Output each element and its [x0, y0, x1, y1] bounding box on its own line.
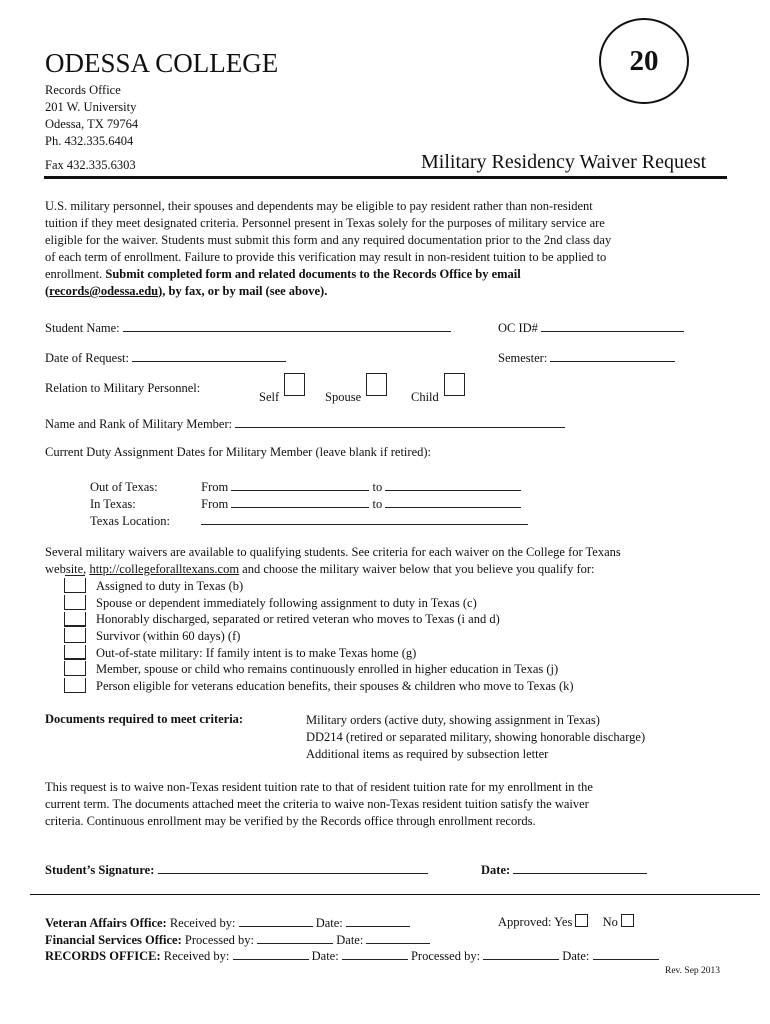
statement-line: criteria. Continuous enrollment may be verified by the Records office through enrollment records.: [45, 814, 536, 828]
out-of-texas-from-field[interactable]: [231, 478, 369, 491]
documents-label: Documents required to meet criteria:: [45, 712, 244, 726]
waiver-option: Person eligible for veterans education benefits, their spouses & children who move to Texas (k): [96, 679, 574, 693]
name-rank-field[interactable]: [235, 415, 565, 428]
relation-spouse-label: Spouse: [325, 390, 362, 404]
in-texas-from-label: From: [201, 497, 229, 511]
ro-date-field-2[interactable]: [593, 947, 659, 960]
waiver-checkbox-k[interactable]: [64, 678, 86, 693]
office-use-divider: [30, 894, 760, 895]
approved-no-checkbox[interactable]: [621, 914, 634, 927]
va-received-by-field[interactable]: [239, 914, 313, 927]
address-line-1: 201 W. University: [45, 100, 137, 114]
ro-date-label-2: Date:: [562, 949, 590, 963]
records-email-link[interactable]: records@odessa.edu: [49, 284, 159, 298]
revision-date: Rev. Sep 2013: [665, 966, 721, 976]
student-signature-label: Student’s Signature:: [45, 863, 155, 877]
in-texas-label: In Texas:: [90, 497, 136, 511]
waiver-option: Spouse or dependent immediately following assignment to duty in Texas (c): [96, 596, 477, 610]
intro-line: enrollment.: [45, 267, 103, 281]
date-of-request-field[interactable]: [132, 349, 286, 362]
fs-processed-by-label: Processed by:: [184, 933, 254, 947]
out-of-texas-label: Out of Texas:: [90, 480, 158, 494]
student-name-label: Student Name:: [45, 321, 120, 335]
duty-dates-label: Current Duty Assignment Dates for Military Member (leave blank if retired):: [45, 445, 432, 459]
intro-submit-rest: ), by fax, or by mail (see above).: [158, 284, 328, 298]
va-date-label: Date:: [315, 916, 343, 930]
fs-date-field[interactable]: [366, 931, 430, 944]
relation-self-label: Self: [259, 390, 280, 404]
ro-date-label: Date:: [311, 949, 339, 963]
ro-date-field[interactable]: [342, 947, 408, 960]
waiver-option: Member, spouse or child who remains continuously enrolled in higher education in Texas (j): [96, 662, 559, 676]
va-received-by-label: Received by:: [169, 916, 236, 930]
name-rank-label: Name and Rank of Military Member:: [45, 417, 233, 431]
document-item: Military orders (active duty, showing assignment in Texas): [306, 713, 600, 727]
oc-id-label: OC ID#: [498, 321, 538, 335]
in-texas-from-field[interactable]: [231, 495, 369, 508]
date-of-request-label: Date of Request:: [45, 351, 130, 365]
fs-processed-by-field[interactable]: [257, 931, 333, 944]
waiver-option: Assigned to duty in Texas (b): [96, 579, 244, 593]
ro-processed-by-field[interactable]: [483, 947, 559, 960]
approved-yes-label: Approved: Yes: [498, 915, 573, 929]
ro-received-by-label: Received by:: [163, 949, 230, 963]
intro-line: of each term of enrollment. Failure to provide this verification may result in non-resident tuition to be applied to: [45, 250, 607, 264]
texas-location-field[interactable]: [201, 512, 528, 525]
college-for-texans-link[interactable]: http://collegeforalltexans.com: [89, 562, 240, 576]
ro-received-by-field[interactable]: [233, 947, 309, 960]
oc-id-field[interactable]: [541, 319, 684, 332]
intro-line: tuition if they meet designated criteria. Personnel present in Texas solely for the purposes of military service are: [45, 216, 605, 230]
approved-no-label: No: [602, 915, 618, 929]
statement-line: current term. The documents attached meet the criteria to waive non-Texas resident tuition satisfy the waiver: [45, 797, 589, 811]
header-rule: [44, 176, 727, 179]
relation-label: Relation to Military Personnel:: [45, 381, 201, 395]
address-line-2: Odessa, TX 79764: [45, 117, 139, 131]
student-signature-field[interactable]: [158, 861, 428, 874]
approved-yes-checkbox[interactable]: [575, 914, 588, 927]
waivers-intro: Several military waivers are available to qualifying students. See criteria for each waiver on the College for Texans: [45, 545, 621, 559]
intro-line: eligible for the waiver. Students must submit this form and any required documentation prior to the 2nd class day: [45, 233, 612, 247]
out-of-texas-to-field[interactable]: [385, 478, 521, 491]
office-name: Records Office: [45, 83, 121, 97]
college-name: ODESSA COLLEGE: [45, 48, 279, 78]
form-title: Military Residency Waiver Request: [421, 151, 707, 173]
ro-processed-by-label: Processed by:: [410, 949, 481, 963]
document-item: Additional items as required by subsection letter: [306, 747, 549, 761]
form-number: 20: [629, 45, 659, 77]
phone-number: Ph. 432.335.6404: [45, 134, 134, 148]
student-name-field[interactable]: [123, 319, 451, 332]
semester-label: Semester:: [498, 351, 548, 365]
fax-number: Fax 432.335.6303: [45, 158, 136, 172]
statement-line: This request is to waive non-Texas resident tuition rate to that of resident tuition rate for my enrollment in the: [45, 780, 593, 794]
in-texas-to-label: to: [372, 497, 383, 511]
waivers-intro-rest: and choose the military waiver below that you believe you qualify for:: [239, 562, 595, 576]
document-item: DD214 (retired or separated military, showing honorable discharge): [306, 730, 646, 744]
waiver-checkbox-b[interactable]: [64, 578, 86, 593]
in-texas-to-field[interactable]: [385, 495, 521, 508]
form-number-badge: [599, 18, 689, 104]
va-date-field[interactable]: [346, 914, 410, 927]
waiver-checkbox-j[interactable]: [64, 661, 86, 676]
out-of-texas-to-label: to: [372, 480, 383, 494]
relation-child-label: Child: [411, 390, 439, 404]
financial-services-label: Financial Services Office:: [45, 933, 182, 947]
waiver-checkbox-f[interactable]: [64, 628, 86, 643]
texas-location-label: Texas Location:: [90, 514, 170, 528]
waiver-option: Survivor (within 60 days) (f): [96, 629, 241, 643]
fs-date-label: Date:: [336, 933, 364, 947]
intro-line: U.S. military personnel, their spouses and dependents may be eligible to pay resident rather than non-resident: [45, 199, 593, 213]
veteran-affairs-label: Veteran Affairs Office:: [45, 916, 167, 930]
waiver-option: Honorably discharged, separated or retired veteran who moves to Texas (i and d): [96, 612, 500, 626]
relation-spouse-checkbox[interactable]: [366, 373, 387, 396]
signature-date-field[interactable]: [513, 861, 647, 874]
signature-date-label: Date:: [481, 863, 511, 877]
relation-child-checkbox[interactable]: [444, 373, 465, 396]
intro-submit-instruction: Submit completed form and related documents to the Records Office by email: [102, 267, 521, 281]
relation-self-checkbox[interactable]: [284, 373, 305, 396]
waivers-intro-website: website,: [45, 562, 90, 576]
intro-paragraph: U.S. military personnel, their spouses and dependents may be eligible to pay resident rather than non-resident tuition if they meet designated criteria. Personnel present in Texas solely for the purposes of military service are eligible for the waiver. Students must submit this form and any required documentation prior to the 2nd class day of each term of enrollment. Failure to provide this verification may result in non-resident tuition to be applied to enrollment. Submit completed form and related documents to the Records Office by email (records@odessa.edu), by fax, or by mail (see above).: [45, 198, 735, 300]
out-of-texas-from-label: From: [201, 480, 229, 494]
records-office-label: RECORDS OFFICE:: [45, 949, 161, 963]
semester-field[interactable]: [550, 349, 675, 362]
waiver-option: Out-of-state military: If family intent is to make Texas home (g): [96, 646, 417, 660]
waiver-checkbox-c[interactable]: [64, 595, 86, 610]
waiver-statement: [45, 779, 593, 830]
